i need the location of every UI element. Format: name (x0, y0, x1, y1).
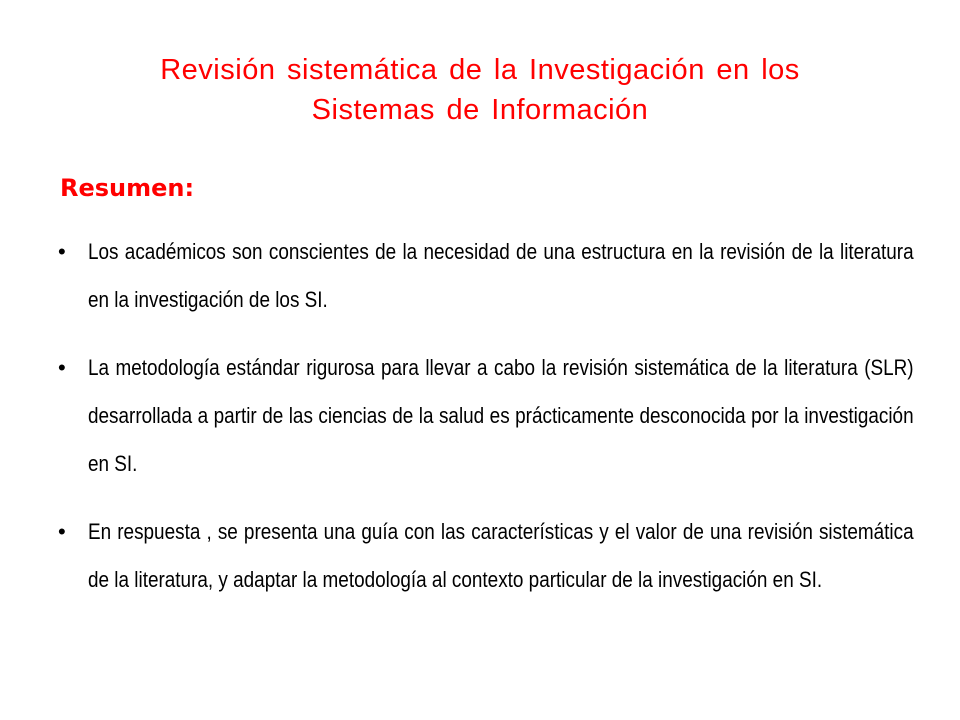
slide-title-line-1: Revisión sistemática de la Investigación en los (160, 54, 800, 86)
bullet-point-icon: • (58, 355, 66, 380)
bullet-list (56, 228, 912, 624)
bullet-point-icon: • (58, 519, 66, 544)
bullet-item (56, 228, 912, 324)
slide-title (60, 50, 900, 130)
section-heading: Resumen: (60, 174, 195, 202)
slide-title-line-2: Sistemas de Información (311, 94, 649, 126)
bullet-item (56, 508, 912, 604)
bullet-point-icon: • (58, 239, 66, 264)
bullet-item (56, 344, 912, 488)
bullet-text: Los académicos son conscientes de la necesidad de una estructura en la revisión de la literatura en la investigación de los SI. (88, 239, 914, 312)
bullet-text: La metodología estándar rigurosa para llevar a cabo la revisión sistemática de la literatura (SLR) desarrollada a partir de las ciencias de la salud es prácticamente desconocida por la investigación en SI. (88, 355, 914, 476)
bullet-text: En respuesta , se presenta una guía con las características y el valor de una revisión sistemática de la literatura, y adaptar la metodología al contexto particular de la investigación en SI. (88, 519, 914, 592)
